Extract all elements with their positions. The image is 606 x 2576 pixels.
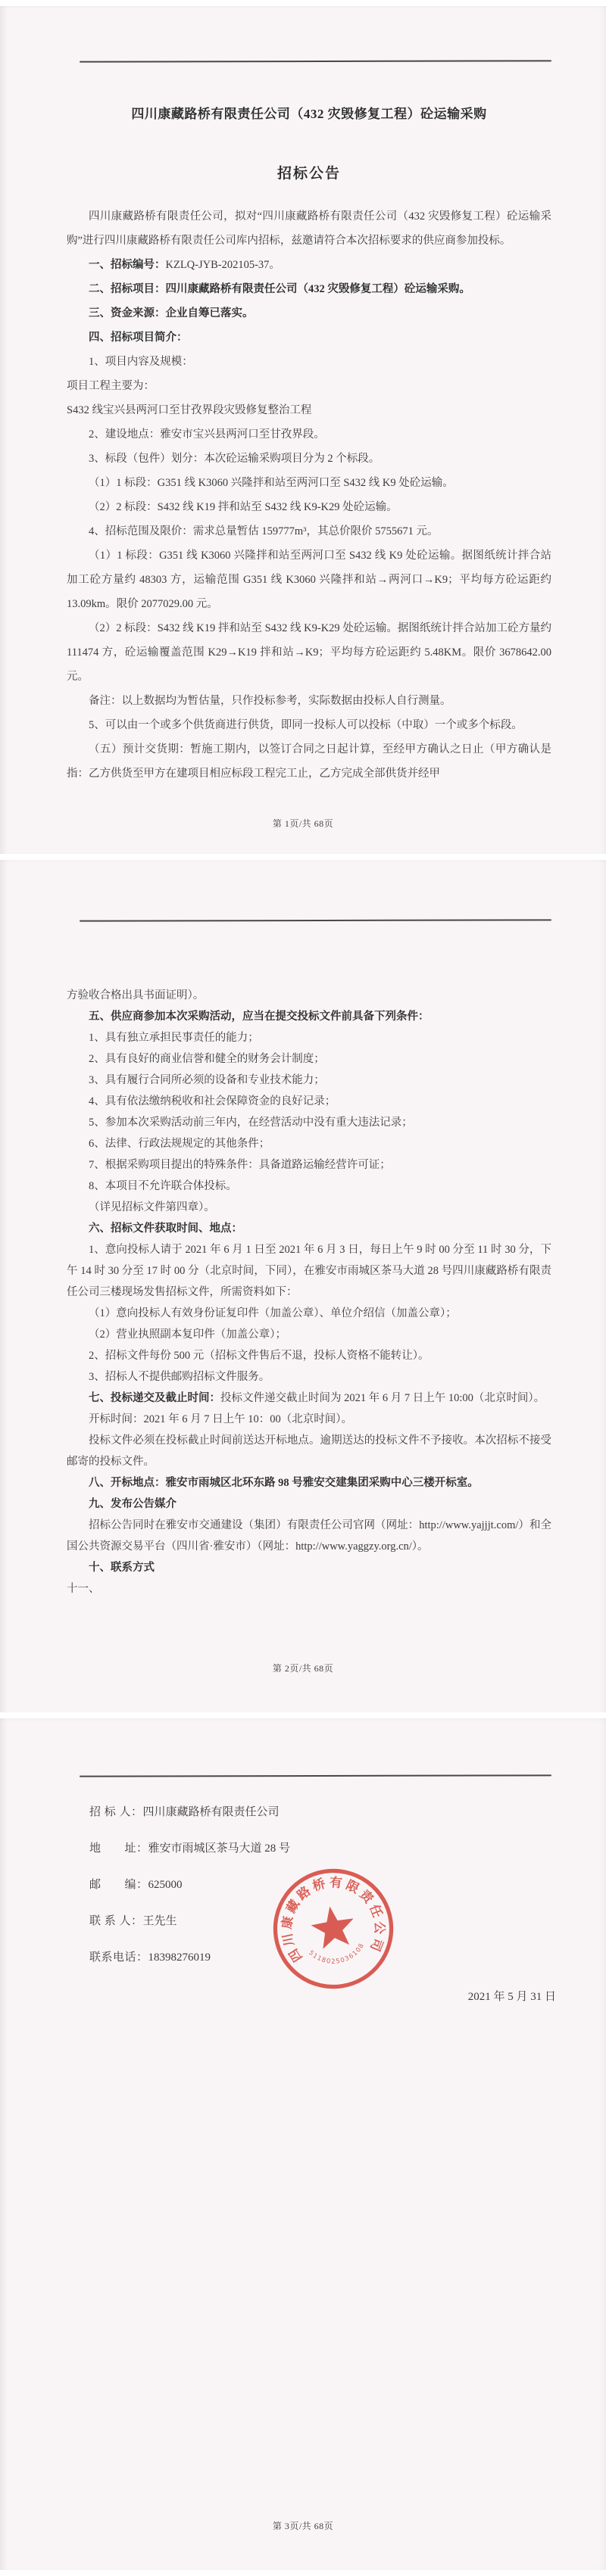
remark-line: 备注：以上数据均为暂估量，只作投标参考，实际数据由投标人自行测量。 [89,695,451,707]
condition-6: 6、法律、行政法规规定的其他条件； [89,1138,270,1150]
section-1-item: （1）1 标段：G351 线 K3060 兴隆拌和站至两河口至 S432 线 K9 处砼运输。 [89,477,454,489]
section-2-item: （2）2 标段：S432 线 K19 拌和站至 S432 线 K9-K29 处砼运输。 [89,501,398,513]
announcement-heading: 招标公告 [276,166,341,182]
required-doc-2: （2）营业执照副本复印件（加盖公章）； [89,1328,286,1341]
postcode-label: 邮 编： [89,1879,148,1891]
intro-paragraph: 四川康藏路桥有限责任公司，拟对“四川康藏路桥有限责任公司（432 灾毁修复工程）砼运输采购”进行四川康藏路桥有限责任公司库内招标，兹邀请符合本次招标要求的供应商参加投标。 [67,210,551,247]
project-main-label: 项目工程主要为： [67,380,155,392]
delivery-period-item: （五）预计交货期：暂施工期内，以签订合同之日起计算，至经甲方确认之日止（甲方确认是指：乙方供货至甲方在建项目相应标段工程完工止，乙方完成全部供货并经甲 [67,743,551,780]
svg-text:5118025036108 [307,1940,368,1969]
section-1-detail: （1）1 标段：G351 线 K3060 兴隆拌和站至两河口至 S432 线 K9 处砼运输。据图纸统计拌合站加工砼方量约 48303 方，运输范围 G351 线 K3060 兴隆拌和站→两河口→K9；平均每方砼运距约 13.09km。限价 2077029.00 元。 [67,550,551,610]
contact-phone-value: 18398276019 [148,1951,211,1964]
section-eleven-stub: 十一、 [67,1583,100,1595]
seal-graphic [267,1862,400,1995]
bid-opening-place-item: 八、开标地点：雅安市雨城区北环东路 98 号雅安交建集团采购中心三楼开标室。 [89,1477,479,1489]
project-name-line: S432 线宝兴县两河口至甘孜界段灾毁修复整治工程 [67,404,312,416]
scanned-page-3 [0,1718,606,2570]
document-acquisition-heading: 六、招标文件获取时间、地点： [89,1223,242,1235]
condition-5: 5、参加本次采购活动前三年内，在经营活动中没有重大违法记录； [89,1117,413,1129]
condition-2: 2、具有良好的商业信誉和健全的财务会计制度； [89,1053,325,1065]
condition-1: 1、具有独立承担民事责任的能力； [89,1032,259,1044]
tender-number-item [67,253,551,277]
no-mail-order-item: 3、招标人不提供邮购招标文件服务。 [89,1371,270,1383]
announcement-media-heading: 九、发布公告媒介 [89,1498,176,1510]
bidder-value: 四川康藏路桥有限责任公司 [142,1806,280,1818]
seal-star-icon [308,1903,358,1950]
scope-price-item: 4、招标范围及限价：需求总量暂估 159777m³，其总价限价 5755671 元。 [89,525,439,537]
submission-deadline-value: 投标文件递交截止时间为 2021 年 6 月 7 日上午 10:00（北京时间）。 [220,1392,545,1404]
page-footer: 第 3页/共 68页 [272,2521,334,2531]
submission-deadline-label: 七、投标递交及截止时间： [89,1392,220,1404]
submission-deadline-item [67,1388,551,1409]
document-price-item: 2、招标文件每份 500 元（招标文件售后不退，投标人资格不能转让）。 [89,1350,430,1362]
section-division-item: 3、标段（包件）划分：本次砼运输采购项目分为 2 个标段。 [89,453,380,465]
tender-project-item: 二、招标项目：四川康藏路桥有限责任公司（432 灾毁修复工程）砼运输采购。 [89,283,470,295]
continuation-line: 方验收合格出具书面证明）。 [67,989,205,1001]
page-footer: 第 2页/共 68页 [272,1663,334,1674]
late-submission-note: 投标文件必须在投标截止时间前送达开标地点。逾期送达的投标文件不予接收。本次招标不接受邮寄的投标文件。 [67,1434,551,1468]
condition-8: 8、本项目不允许联合体投标。 [89,1180,237,1192]
acquisition-time-detail: 1、意向投标人请于 2021 年 6 月 1 日至 2021 年 6 月 3 日，每日上午 9 时 00 分至 11 时 30 分，下午 14 时 30 分至 17 时 00 分（北京时间，下同），在雅安市雨城区茶马大道 28 号四川康藏路桥有限责任公司三楼现场发售招标文件，所需资料如下： [67,1244,551,1298]
address-value: 雅安市雨城区茶马大道 28 号 [148,1842,291,1855]
contact-heading: 十、联系方式 [89,1562,155,1574]
supplier-conditions-heading: 五、供应商参加本次采购活动，应当在提交投标文件前具备下列条件： [89,1011,430,1023]
official-seal [267,1862,400,1995]
announcement-media-detail: 招标公告同时在雅安市交通建设（集团）有限责任公司官网（网址：http://www.yajjjt.com/）和全国公共资源交易平台（四川省·雅安市）（网址：http://www.yaggzy.org.cn/）。 [67,1519,551,1553]
document-title: 四川康藏路桥有限责任公司（432 灾毁修复工程）砼运输采购 [131,107,487,121]
project-content-heading: 1、项目内容及规模： [89,356,193,368]
section-2-detail: （2）2 标段：S432 线 K19 拌和站至 S432 线 K9-K29 处砼运输。据图纸统计拌合站加工砼方量约 111474 方，砼运输覆盖范围 K29→K19 拌和站→K9；平均每方砼运距约 5.48KM。限价 3678642.00 元。 [67,622,551,683]
scanned-page-2 [0,860,606,1712]
page-footer: 第 1页/共 68页 [272,818,334,829]
condition-4: 4、具有依法缴纳税收和社会保障资金的良好记录； [89,1095,336,1107]
contact-phone-label: 联系电话： [89,1951,148,1964]
construction-site-item: 2、建设地点：雅安市宝兴县两河口至甘孜界段。 [89,428,325,441]
project-brief-heading: 四、招标项目简介： [89,332,188,344]
scanned-page-1 [0,6,606,854]
seal-company-text: 四川康藏路桥有限责任公司 [279,1874,387,1965]
contact-person-label: 联 系 人： [89,1915,143,1927]
see-chapter-note: （详见招标文件第四章）。 [89,1201,215,1213]
contact-person-value: 王先生 [142,1915,177,1927]
tender-number-label: 一、招标编号： [89,259,166,271]
seal-number: 5118025036108 [308,1941,366,1965]
condition-3: 3、具有履行合同所必须的设备和专业技术能力； [89,1074,325,1086]
funding-source-item: 三、资金来源：企业自筹已落实。 [89,307,254,319]
issue-date: 2021 年 5 月 31 日 [467,1991,556,2003]
condition-7: 7、根据采购项目提出的特殊条件：具备道路运输经营许可证； [89,1159,391,1171]
address-label: 地 址： [89,1842,148,1855]
required-doc-1: （1）意向投标人有效身份证复印件（加盖公章）、单位介绍信（加盖公章）； [89,1307,457,1319]
address-field [89,1830,551,1867]
multi-supplier-item: 5、可以由一个或多个供货商进行供货，即同一投标人可以投标（中取）一个或多个标段。 [89,719,523,731]
bid-opening-time-line: 开标时间：2021 年 6 月 7 日上午 10：00（北京时间）。 [89,1413,352,1425]
bidder-field [89,1794,551,1830]
bidder-label: 招 标 人： [89,1806,143,1818]
tender-number-value: KZLQ-JYB-202105-37。 [165,259,280,271]
postcode-value: 625000 [148,1879,183,1891]
